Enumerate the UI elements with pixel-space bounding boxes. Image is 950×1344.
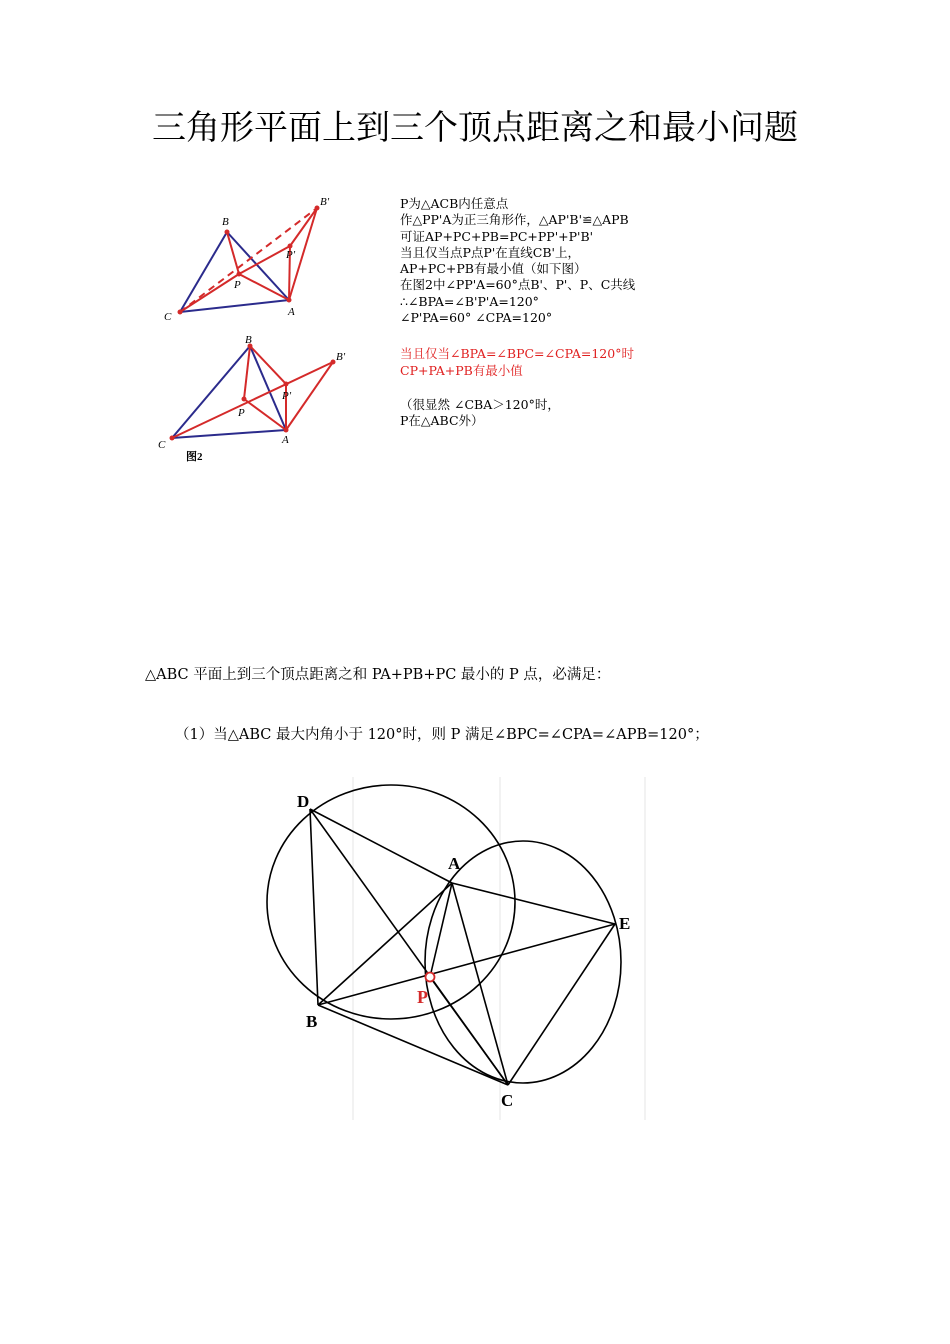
point-p-marker <box>426 973 435 982</box>
label-a: A <box>282 434 289 446</box>
note-red-line: 当且仅当∠BPA=∠BPC=∠CPA=120°时 <box>400 346 634 362</box>
label-c: C <box>164 311 172 323</box>
note-line: 作△PP'A为正三角形作，△AP'B'≌△APB <box>400 212 629 228</box>
figure-caption: 图2 <box>186 451 203 463</box>
figure-fermat-circles <box>245 777 650 1120</box>
edge-b-p-prime <box>250 346 286 384</box>
label-p-prime: P' <box>282 390 292 402</box>
paragraph-intro: △ABC 平面上到三个顶点距离之和 PA+PB+PC 最小的 P 点，必满足： <box>145 667 611 683</box>
label-p: P <box>417 987 428 1007</box>
page-title: 三角形平面上到三个顶点距离之和最小问题 <box>152 108 798 148</box>
label-e: E <box>619 914 631 933</box>
label-p: P <box>238 407 245 419</box>
label-a: A <box>448 854 461 873</box>
edge-bp <box>244 346 250 399</box>
edge-ca <box>172 430 286 438</box>
figure-2 <box>150 332 390 472</box>
proof-notes <box>400 196 720 430</box>
line-c-b-prime <box>172 362 333 438</box>
note-line: 可证AP+PC+PB=PC+PP'+P'B' <box>400 228 594 244</box>
note-line: P为△ACB内任意点 <box>400 196 509 211</box>
edge-pa <box>239 274 289 300</box>
label-p-prime: P' <box>286 249 296 261</box>
label-b-prime: B' <box>320 196 330 208</box>
label-p: P <box>234 279 241 291</box>
figure-1 <box>150 192 390 332</box>
edge-p-prime-b-prime <box>290 208 317 246</box>
label-b: B <box>306 1012 318 1031</box>
note-red-line: CP+PA+PB有最小值 <box>400 362 523 378</box>
dashed-cb-prime <box>180 208 317 312</box>
label-c: C <box>158 439 166 451</box>
note-line: 在图2中∠PP'A=60°点B'、P'、P、C共线 <box>400 277 636 293</box>
note-extra-line: P在△ABC外） <box>400 413 484 429</box>
note-line: 当且仅当点P点P'在直线CB'上， <box>400 244 580 260</box>
edge-pp-prime <box>239 246 290 274</box>
label-b: B <box>245 334 252 346</box>
label-c: C <box>501 1091 514 1110</box>
edge-cb <box>172 346 250 438</box>
label-d: D <box>297 792 310 811</box>
edge-cb <box>180 232 227 312</box>
label-b: B <box>222 216 229 228</box>
note-line: ∠P'PA=60° ∠CPA=120° <box>400 310 553 326</box>
note-line: AP+PC+PB有最小值（如下图） <box>400 261 587 277</box>
paragraph-condition-1: （1）当△ABC 最大内角小于 120°时，则 P 满足∠BPC=∠CPA=∠APB=120°； <box>175 727 709 743</box>
label-a: A <box>288 306 295 318</box>
note-extra-line: （很显然 ∠CBA＞120°时， <box>400 396 560 412</box>
note-line: ∴∠BPA=∠B'P'A=120° <box>400 293 539 309</box>
label-b-prime: B' <box>336 351 346 363</box>
